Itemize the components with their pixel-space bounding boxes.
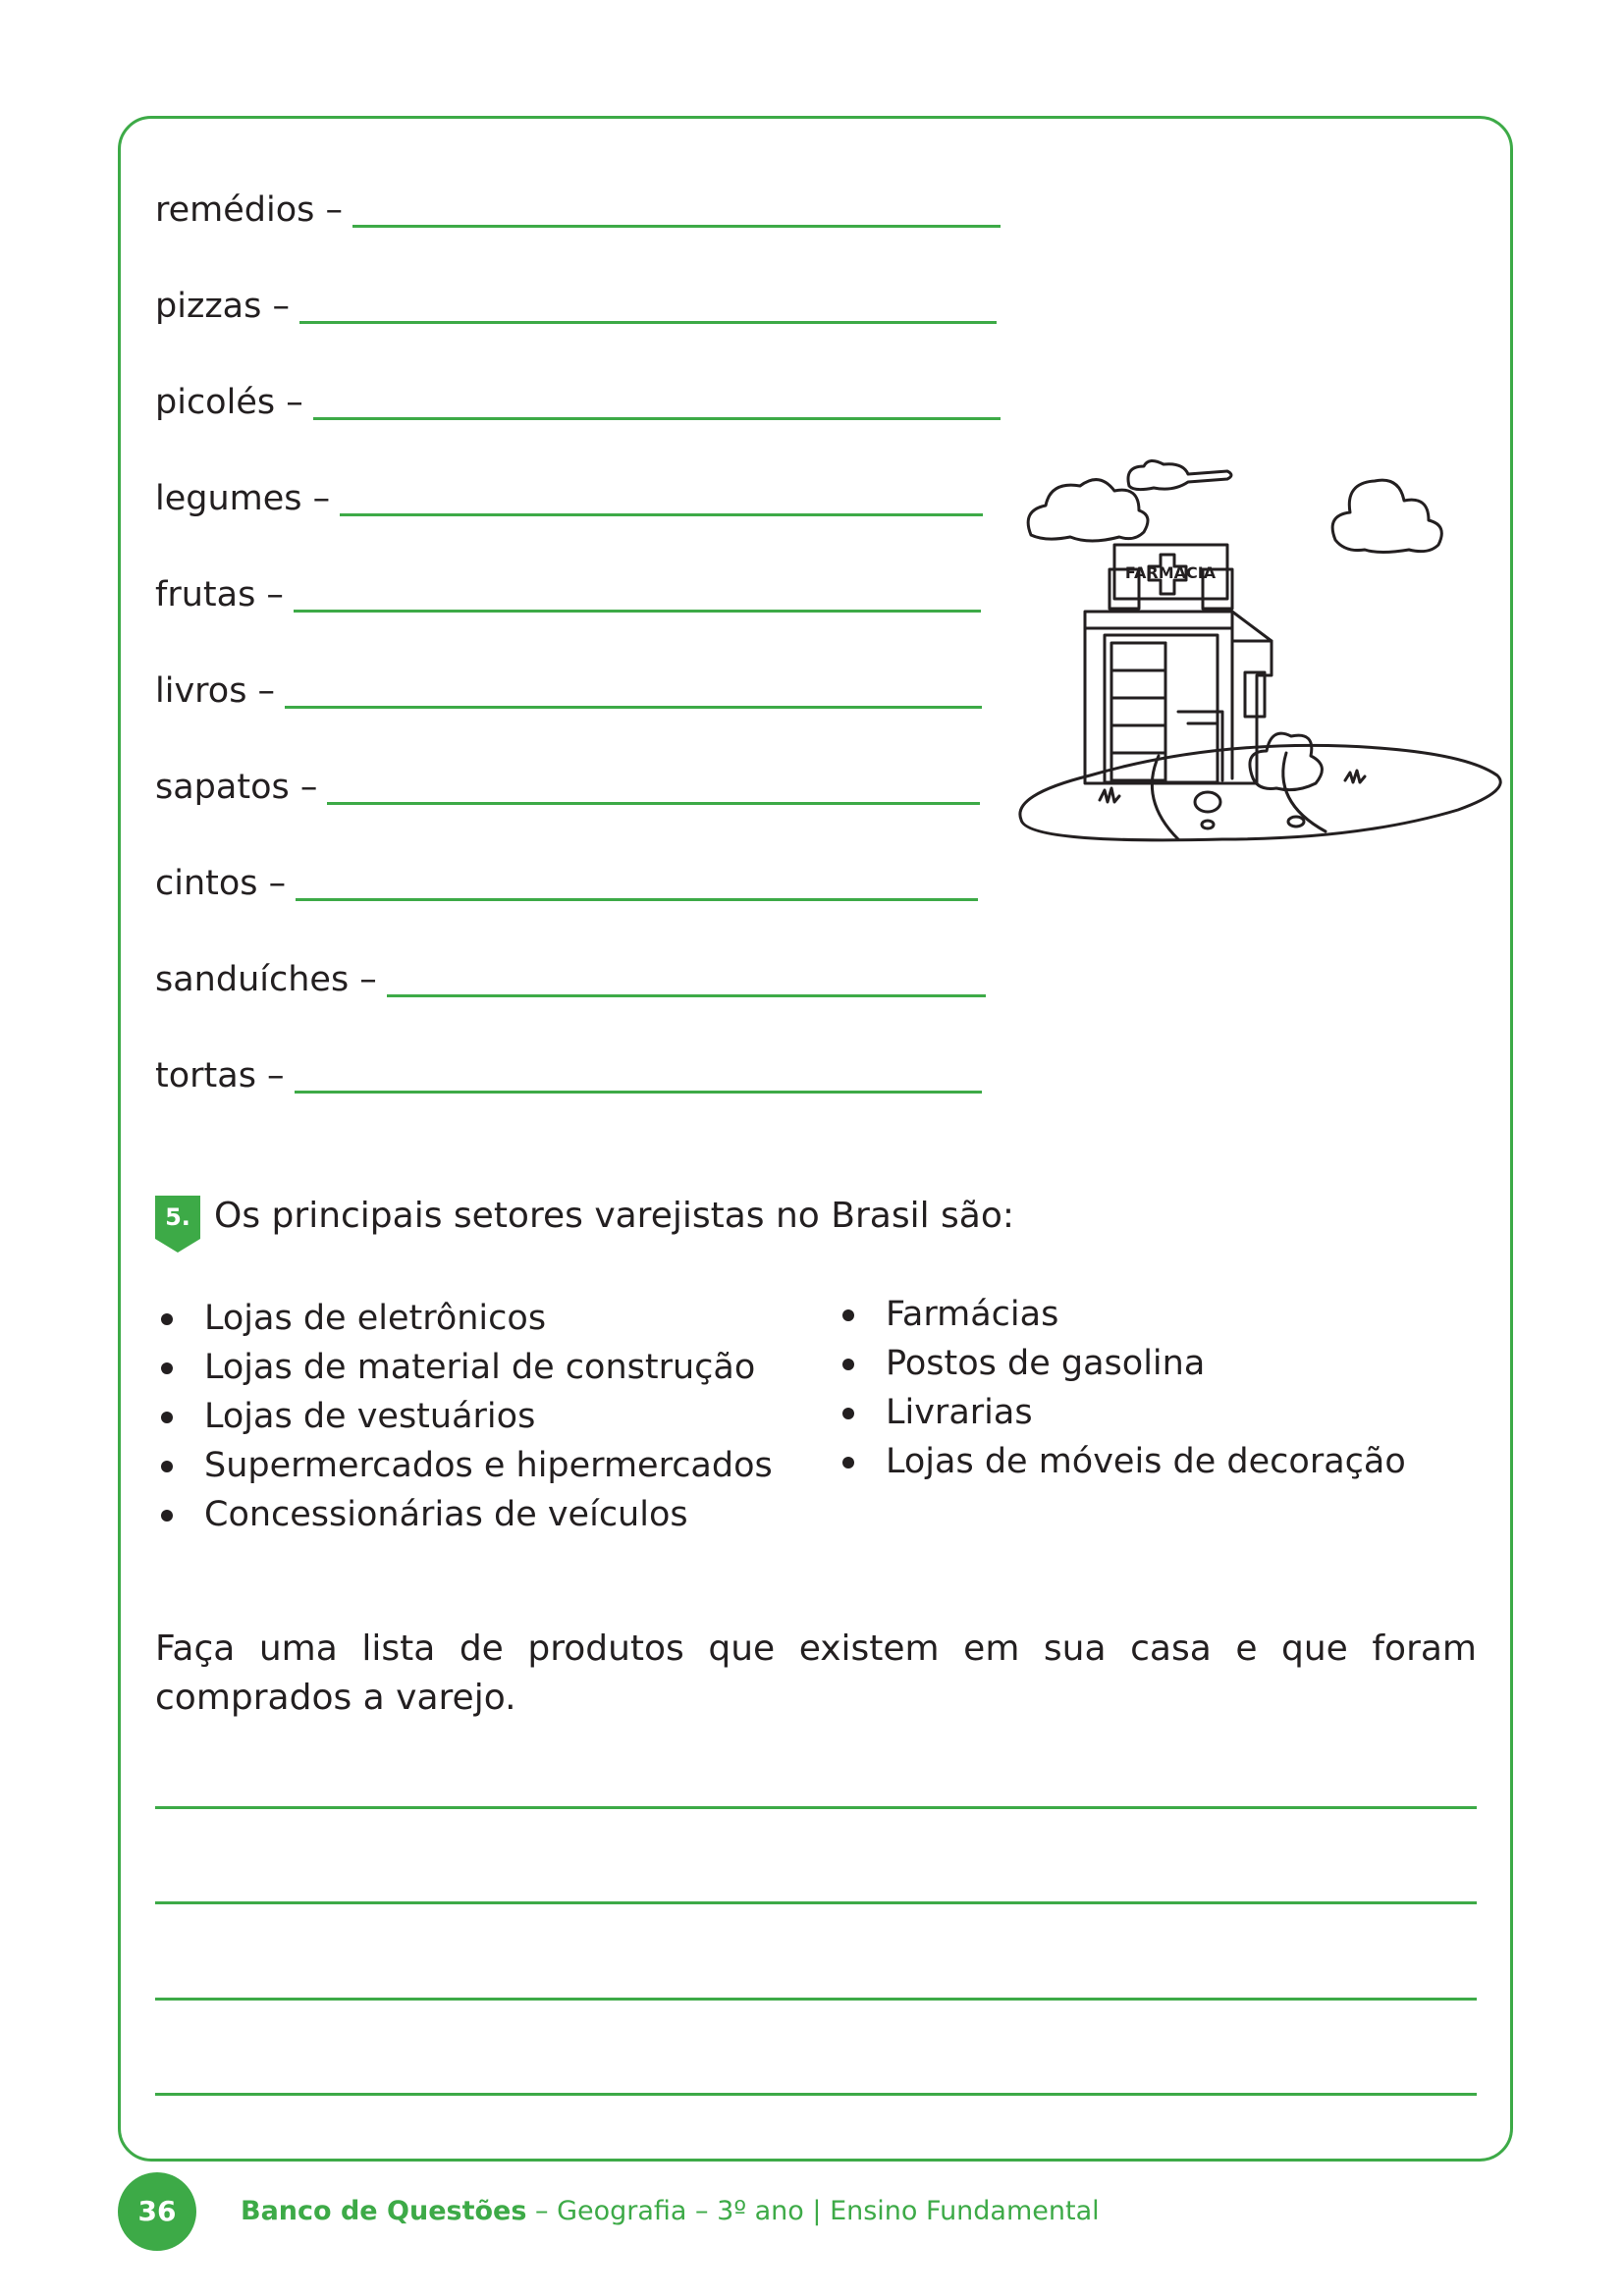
fill-label: picolés – <box>155 383 303 422</box>
list-item: Lojas de material de construção <box>155 1343 773 1392</box>
fill-label: tortas – <box>155 1056 285 1095</box>
pharmacy-illustration <box>1011 456 1502 869</box>
fill-label: legumes – <box>155 479 331 518</box>
fill-label: sanduíches – <box>155 960 377 999</box>
book-title: Banco de Questões <box>241 2196 527 2226</box>
fill-row-pizzas <box>155 287 997 326</box>
fill-row-frutas <box>155 575 981 614</box>
answer-line[interactable] <box>295 1091 982 1094</box>
list-item: Livrarias <box>837 1388 1406 1437</box>
list-item: Lojas de vestuários <box>155 1392 773 1441</box>
question-text: Os principais setores varejistas no Brasil são: <box>214 1196 1014 1236</box>
answer-line[interactable] <box>294 610 981 613</box>
instruction-text: Faça uma lista de produtos que existem em sua casa e que foram comprados a varejo. <box>155 1629 1477 1718</box>
list-item: Supermercados e hipermercados <box>155 1441 773 1490</box>
fill-label: cintos – <box>155 864 287 903</box>
fill-row-cintos <box>155 864 978 903</box>
fill-row-remedios <box>155 190 1001 230</box>
fill-row-livros <box>155 671 982 711</box>
sector-list-right <box>837 1290 1406 1486</box>
footer-text <box>241 2196 1100 2226</box>
fill-row-legumes <box>155 479 983 518</box>
book-subtitle: – Geografia – 3º ano | Ensino Fundamental <box>526 2196 1100 2226</box>
answer-line[interactable] <box>352 225 1001 228</box>
sector-list-left <box>155 1294 773 1539</box>
ground-island <box>1020 745 1500 839</box>
answer-line[interactable] <box>340 513 983 516</box>
fill-row-picoles <box>155 383 1001 422</box>
answer-line[interactable] <box>387 994 986 997</box>
page-number: 36 <box>118 2172 196 2251</box>
answer-line[interactable] <box>155 1998 1477 2001</box>
cloud-right-icon <box>1332 480 1441 552</box>
fill-label: sapatos – <box>155 768 318 807</box>
fill-row-tortas <box>155 1056 982 1095</box>
fill-label: frutas – <box>155 575 284 614</box>
grass-icon <box>1100 788 1119 802</box>
sign-text: FARMACIA <box>1124 563 1217 582</box>
cloud-small-icon <box>1128 460 1231 489</box>
answer-line[interactable] <box>313 417 1001 420</box>
fill-row-sapatos <box>155 768 980 807</box>
answer-line[interactable] <box>285 706 982 709</box>
bush-icon <box>1250 733 1322 790</box>
question-number: 5. <box>165 1203 190 1231</box>
list-item: Postos de gasolina <box>837 1339 1406 1388</box>
answer-line[interactable] <box>327 802 980 805</box>
list-item: Farmácias <box>837 1290 1406 1339</box>
cloud-left-icon <box>1028 480 1148 541</box>
list-item: Lojas de eletrônicos <box>155 1294 773 1343</box>
fill-label: pizzas – <box>155 287 290 326</box>
fill-label: livros – <box>155 671 276 711</box>
answer-line[interactable] <box>155 2093 1477 2096</box>
grass-icon <box>1345 771 1365 782</box>
list-item: Concessionárias de veículos <box>155 1490 773 1539</box>
answer-line[interactable] <box>155 1806 1477 1809</box>
list-item: Lojas de móveis de decoração <box>837 1437 1406 1486</box>
answer-line[interactable] <box>299 321 997 324</box>
answer-line[interactable] <box>155 1901 1477 1904</box>
fill-row-sanduiches <box>155 960 986 999</box>
answer-line[interactable] <box>296 898 978 901</box>
content-frame <box>118 116 1513 2162</box>
fill-label: remédios – <box>155 190 343 230</box>
